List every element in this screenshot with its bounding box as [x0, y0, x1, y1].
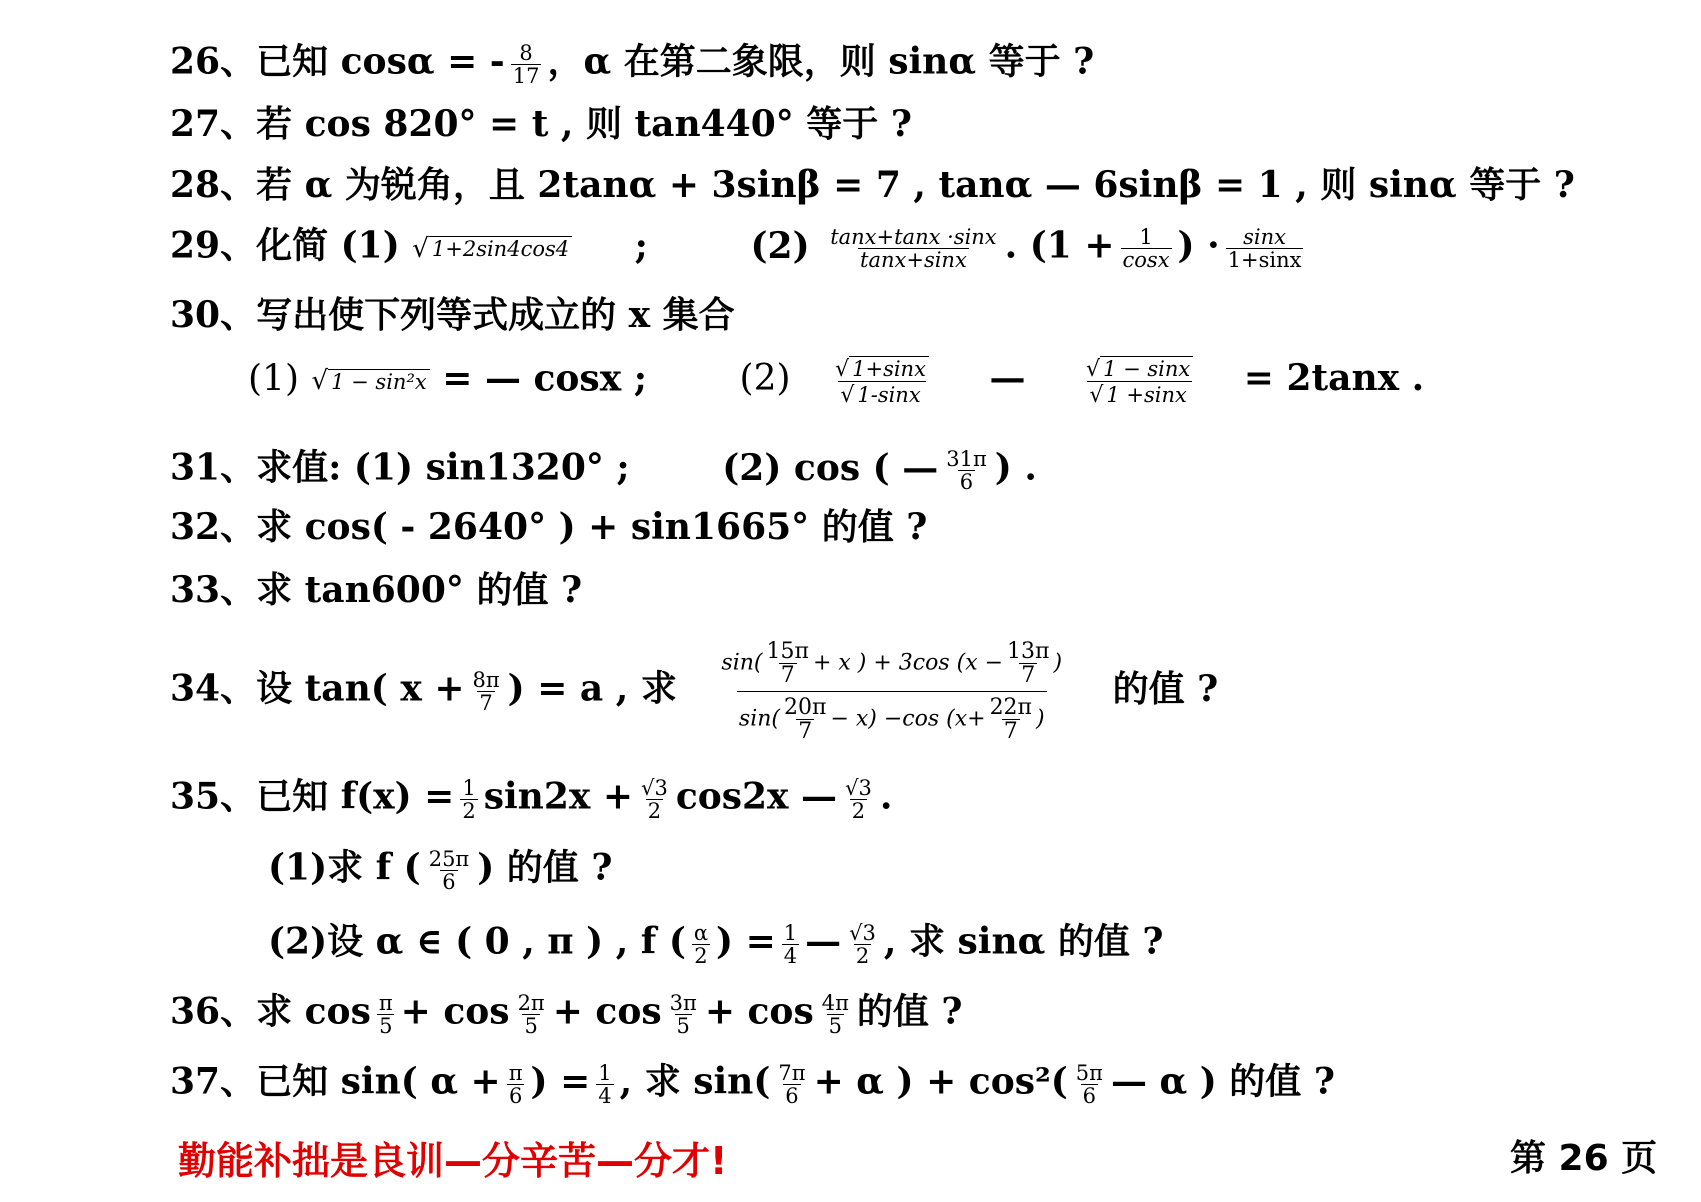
sqrt-expression: √ 1 − sin²x [312, 368, 430, 394]
problem-29: 29、化简 (1) √ 1+2sin4cos4 ; (2) $\frac{\tan x+\tan x \cdot\sin x}{\tan x+\sin x}$ . (1 + $\frac{1}{\cos x}$ ) · $\frac{\sin x}{1+\sin x}$ [170, 224, 1302, 273]
fraction: $\frac{2\pi}{5}$ [517, 991, 545, 1039]
fraction: $\frac{1}{4}$ [598, 1061, 612, 1109]
problem-35-part2: (2)设 α ∈ ( 0 , π ) , f ( $\frac{\alpha}{2}$ ) = $\frac{1}{4}$ — $\frac{√3}{2}$ , 求 sinα 的值 ? [268, 920, 1164, 969]
problem-35: 35、已知 f(x) = $\frac{1}{2}$ sin2x + $\frac{√3}{2}$ cos2x — $\frac{√3}{2}$ . [170, 775, 893, 824]
fraction: $\frac{31\pi}{6}$ [946, 447, 987, 495]
fraction: $\frac{\pi}{5}$ [378, 991, 393, 1039]
problem-27: 27、若 cos 820° = t , 则 tan440° 等于 ? [170, 103, 912, 145]
fraction: $\frac{25\pi}{6}$ [428, 847, 470, 895]
fraction: $\frac{√3}{2}$ [849, 921, 876, 969]
problem-34: 34、设 tan( x + $\frac{8\pi}{7}$ ) = a , 求 sin( $\frac{15\pi}{7}$ + x ) + 3cos (x − $\frac{13\pi}{7}$ ) sin( $\frac{20\pi}{7}$ − x) −cos (x+ $\frac{22\pi}{7}$ ) 的值 ? [170, 639, 1219, 745]
complex-fraction: sin( $\frac{15\pi}{7}$ + x ) + 3cos (x − $\frac{13\pi}{7}$ ) sin( $\frac{20\pi}{7}$ − x) −cos (x+ $\frac{22\pi}{7}$ ) [721, 639, 1063, 745]
fraction: $\frac{3\pi}{5}$ [669, 991, 697, 1039]
problem-33: 33、求 tan600° 的值 ? [170, 569, 583, 611]
fraction: $\frac{√3}{2}$ [845, 776, 872, 824]
problem-30-title: 30、写出使下列等式成立的 x 集合 [170, 294, 735, 336]
sqrt-expression: √ 1+2sin4cos4 [412, 236, 572, 262]
fraction: $\frac{5\pi}{6}$ [1075, 1061, 1103, 1109]
fraction: $\frac{1}{2}$ [462, 776, 476, 824]
problem-32: 32、求 cos( - 2640° ) + sin1665° 的值 ? [170, 506, 928, 548]
fraction: $\frac{4\pi}{5}$ [821, 991, 849, 1039]
problem-31: 31、求值: (1) sin1320° ; (2) cos ( — $\frac{31\pi}{6}$ ) . [170, 446, 1037, 495]
fraction: √ 1 − sinx √ 1 +sinx [1084, 356, 1195, 407]
fraction: $\frac{√3}{2}$ [641, 776, 668, 824]
problem-36: 36、求 cos $\frac{\pi}{5}$ + cos $\frac{2\pi}{5}$ + cos $\frac{3\pi}{5}$ + cos $\frac{4\pi}{5}$ 的值 ? [170, 990, 963, 1039]
problem-28: 28、若 α 为锐角，且 2tanα + 3sinβ = 7 , tanα — 6sinβ = 1 , 则 sinα 等于 ? [170, 164, 1575, 206]
fraction: $\frac{\alpha}{2}$ [693, 921, 709, 969]
fraction: $\frac{1}{\cos x}$ [1122, 225, 1170, 273]
problem-26: 26、已知 cosα = - $\frac{8}{17}$ ，α 在第二象限，则 sinα 等于 ? [170, 40, 1095, 89]
fraction: $\frac{7\pi}{6}$ [778, 1061, 806, 1109]
problem-37: 37、已知 sin( α + $\frac{\pi}{6}$ ) = $\frac{1}{4}$ , 求 sin( $\frac{7\pi}{6}$ + α ) + cos²( $\frac{5\pi}{6}$ — α ) 的值 ? [170, 1060, 1335, 1109]
page-number: 第 26 页 [1510, 1138, 1658, 1179]
motto-text: 勤能补拙是良训—分辛苦—分才! [178, 1139, 728, 1183]
fraction: $\frac{8}{17}$ [512, 41, 540, 89]
fraction: $\frac{\sin x}{1+\sin x}$ [1227, 225, 1302, 273]
problem-35-part1: (1)求 f ( $\frac{25\pi}{6}$ ) 的值 ? [268, 846, 613, 895]
problem-30-equations: (1) √ 1 − sin²x = — cosx ; (2) √ 1+sinx √ 1-sinx — √ 1 − sinx √ 1 +sinx = 2tanx . [248, 357, 1425, 408]
fraction: $\frac{1}{4}$ [783, 921, 798, 969]
fraction: $\frac{\tan x+\tan x \cdot\sin x}{\tan x+\sin x}$ [830, 225, 997, 273]
fraction: $\frac{8\pi}{7}$ [472, 668, 500, 716]
fraction: √ 1+sinx √ 1-sinx [833, 356, 931, 407]
fraction: $\frac{\pi}{6}$ [508, 1061, 523, 1109]
